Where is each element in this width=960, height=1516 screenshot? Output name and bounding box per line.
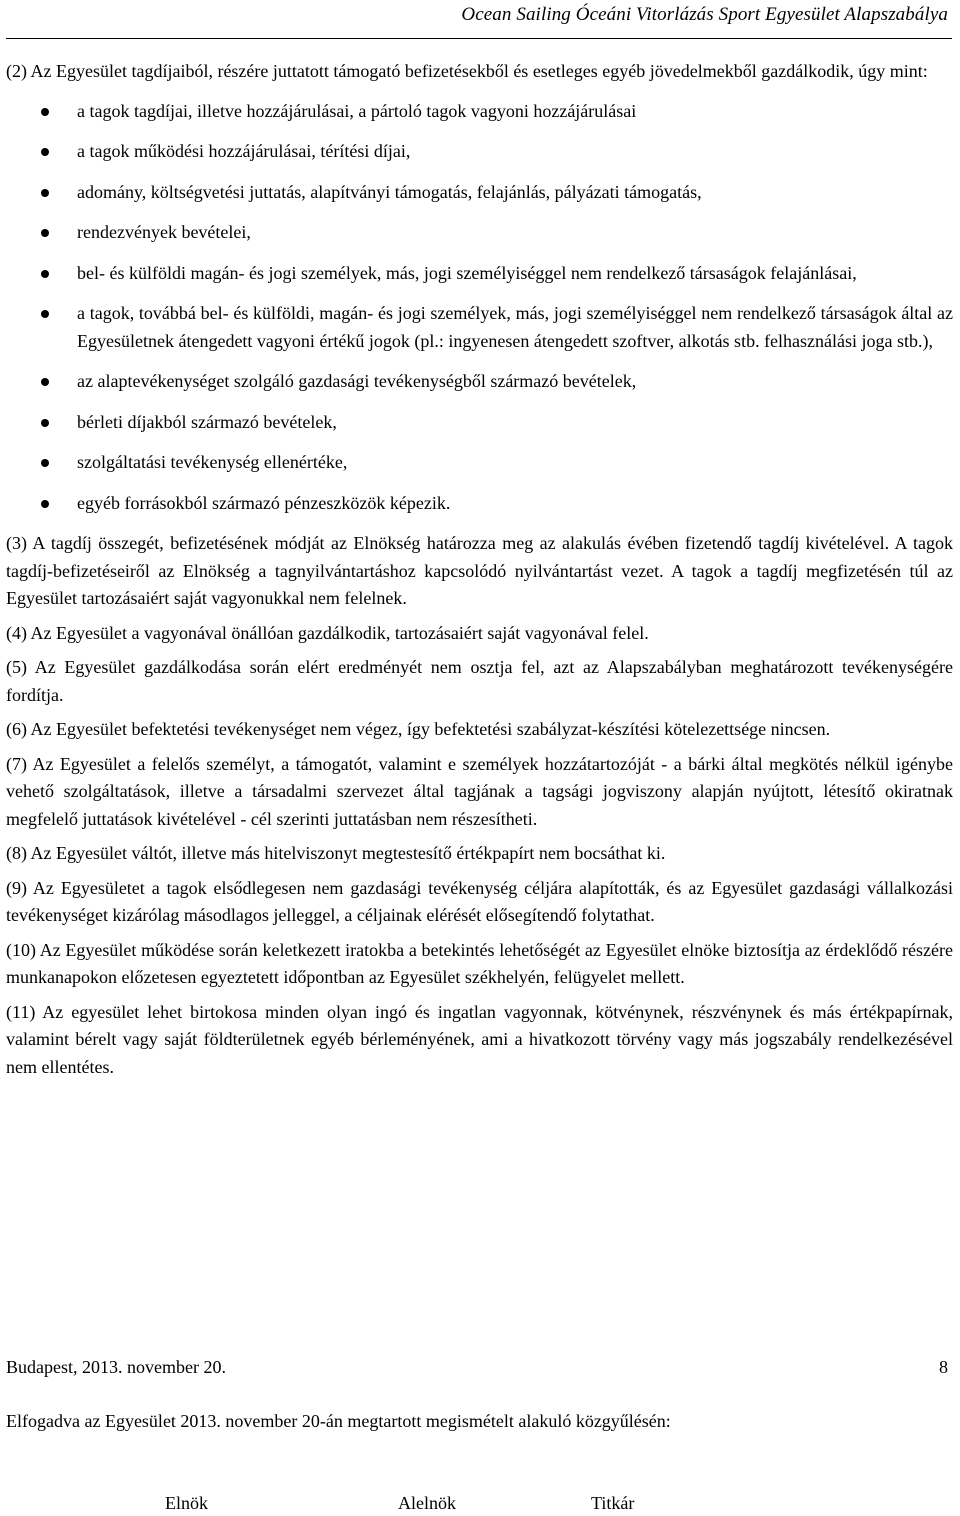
paragraph-9: (9) Az Egyesületet a tagok elsődlegesen nem gazdasági tevékenység céljára alapították, és az Egyesület gazdasági vállalkozási tevékenységet kizárólag másodlagos jelleggel, a céljainak elérését elősegítendő folytathat. [6,877,953,925]
list-item: rendezvények bevételei, [6,219,953,247]
bullet-icon [41,148,49,156]
header-rule [6,38,952,39]
approval-statement: Elfogadva az Egyesület 2013. november 20-án megtartott megismételt alakuló közgyűlésén: [6,1411,671,1431]
place-date: Budapest, 2013. november 20. [6,1357,226,1377]
bullet-icon [41,108,49,116]
paragraph-3: (3) A tagdíj összegét, befizetésének módját az Elnökség határozza meg az alakulás évében fizetendő tagdíj kivételével. A tagok tagdíj-befizetéseiről az Elnökség a tagnyilvántartáshoz kapcsolódó nyilvántartást vezet. A tagok a tagdíj megfizetésén túl az Egyesület tartozásaiért saját vagyonukkal nem felelnek. [6,533,953,608]
list-item: bel- és külföldi magán- és jogi személyek, más, jogi személyiséggel nem rendelkező társaságok felajánlásai, [6,260,953,288]
signature-vice-president: Alelnök [398,1493,456,1513]
bullet-icon [41,310,49,318]
bullet-icon [41,229,49,237]
list-item: a tagok tagdíjai, illetve hozzájárulásai, a pártoló tagok vagyoni hozzájárulásai [6,98,953,126]
list-item: szolgáltatási tevékenység ellenértéke, [6,449,953,477]
list-item: az alaptevékenységet szolgáló gazdasági tevékenységből származó bevételek, [6,368,953,396]
signature-secretary: Titkár [591,1493,635,1513]
paragraph-6: (6) Az Egyesület befektetési tevékenységet nem végez, így befektetési szabályzat-készítési kötelezettsége nincsen. [6,719,831,739]
list-item: adomány, költségvetési juttatás, alapítványi támogatás, felajánlás, pályázati támogatás, [6,179,953,207]
paragraph-10: (10) Az Egyesület működése során keletkezett iratokba a betekintés lehetőségét az Egyesület elnöke biztosítja az érdeklődő részére munkanapokon előzetesen egyeztetett időpontban az Egyesület székhelyén, felügyelet mellett. [6,939,953,987]
bullet-icon [41,378,49,386]
list-item: bérleti díjakból származó bevételek, [6,409,953,437]
bullet-icon [41,189,49,197]
bullet-icon [41,500,49,508]
paragraph-4: (4) Az Egyesület a vagyonával önállóan gazdálkodik, tartozásaiért saját vagyonával felel. [6,622,649,643]
list-item: egyéb forrásokból származó pénzeszközök képezik. [6,490,953,518]
bullet-icon [41,419,49,427]
list-item: a tagok, továbbá bel- és külföldi, magán- és jogi személyek, más, jogi személyiséggel nem rendelkező társaságok által az Egyesületnek átengedett vagyoni értékű jogok (pl.: ingyenesen átengedett szoftver, alkotás stb. felhasználási joga stb.), [6,300,953,355]
income-sources-list [6,98,953,518]
paragraph-8: (8) Az Egyesület váltót, illetve más hitelviszonyt megtestesítő értékpapírt nem bocsáthat ki. [6,843,666,863]
list-item: a tagok működési hozzájárulásai, térítési díjai, [6,138,953,166]
document-body [6,58,953,1088]
bullet-icon [41,270,49,278]
footer-row [6,1357,948,1378]
paragraph-7: (7) Az Egyesület a felelős személyt, a támogatót, valamint e személyek hozzátartozóját - a bárki által megkötés nélkül igénybe vehető szolgáltatások, illetve a társadalmi szervezet által tagjának a tagsági jogviszony alapján nyújtott, létesítő okiratnak megfelelő juttatások kivételével - cél szerinti juttatásban nem részesítheti. [6,753,953,829]
section-2-intro: (2) Az Egyesület tagdíjaiból, részére juttatott támogató befizetésekből és esetleges egyéb jövedelmekből gazdálkodik, úgy mint: [6,61,928,81]
bullet-icon [41,459,49,467]
paragraph-11: (11) Az egyesület lehet birtokosa minden olyan ingó és ingatlan vagyonnak, kötvénynek, részvénynek és más értékpapírnak, valamint bérelt vagy saját földterületnek egyéb bérleményének, ami a hivatkozott törvény vagy más jogszabály rendelkezésével nem ellentétes. [6,1001,953,1077]
running-header: Ocean Sailing Óceáni Vitorlázás Sport Egyesület Alapszabálya [461,4,948,25]
page-number: 8 [939,1357,948,1377]
paragraph-5: (5) Az Egyesület gazdálkodása során elért eredményét nem osztja fel, azt az Alapszabályban meghatározott tevékenységére fordítja. [6,657,953,705]
signature-president: Elnök [165,1493,208,1513]
